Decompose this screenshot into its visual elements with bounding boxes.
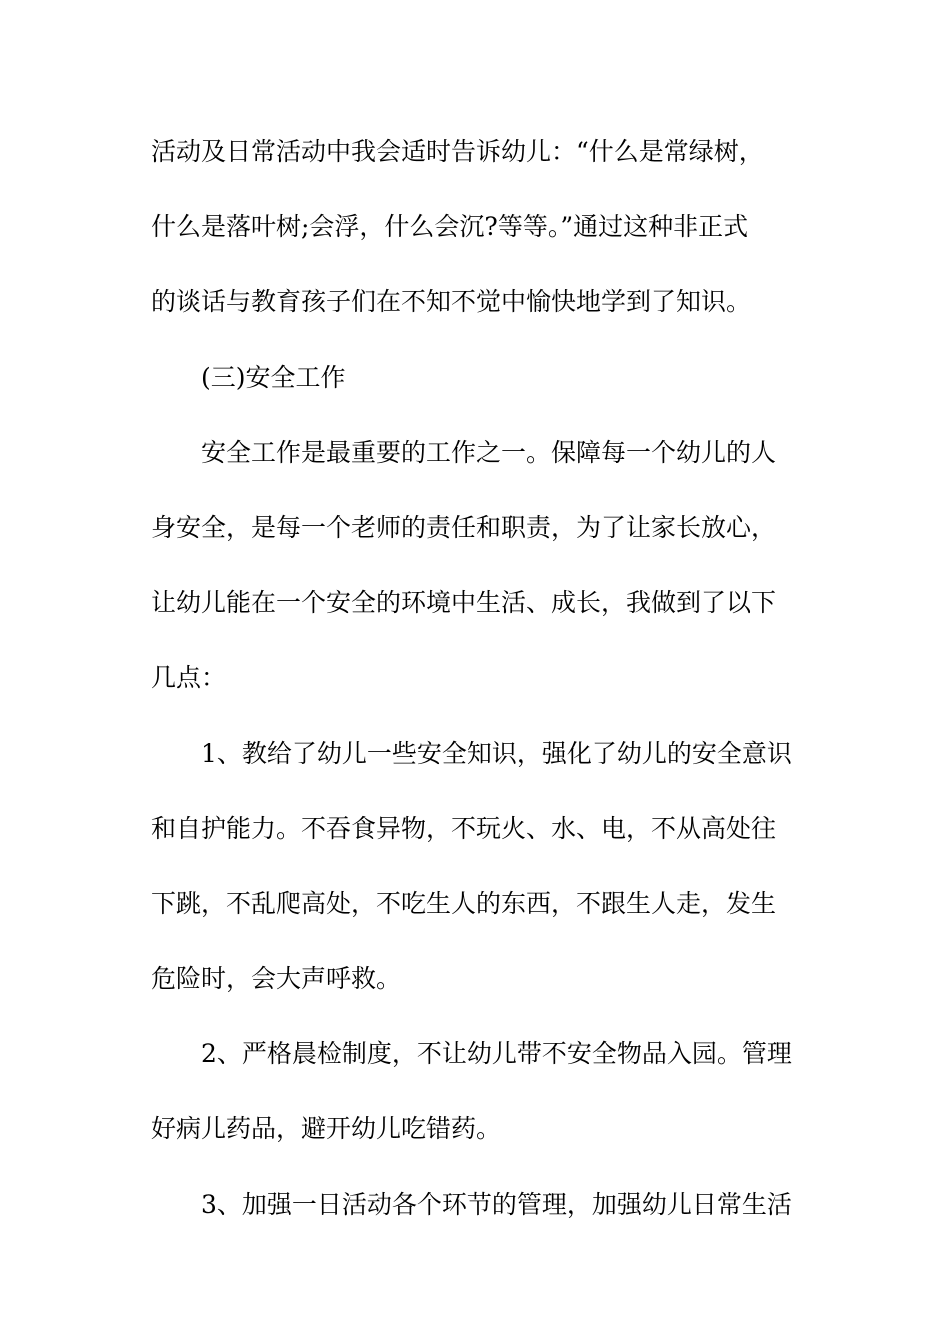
text-line: 什么是落叶树;会浮，什么会沉?等等。”通过这种非正式 (151, 212, 749, 242)
text-line: 安全工作是最重要的工作之一。保障每一个幼儿的人 (201, 437, 777, 467)
text-line: 的谈话与教育孩子们在不知不觉中愉快地学到了知识。 (151, 287, 752, 317)
text-line: 危险时，会大声呼救。 (151, 964, 402, 994)
text-line: 和自护能力。不吞食异物，不玩火、水、电，不从高处往 (151, 813, 777, 843)
list-item-2: 2、严格晨检制度，不让幼儿带不安全物品入园。管理 (201, 1039, 792, 1069)
text-line: 让幼儿能在一个安全的环境中生活、成长，我做到了以下 (151, 588, 777, 618)
text-line: 下跳，不乱爬高处，不吃生人的东西，不跟生人走，发生 (151, 888, 777, 918)
list-item-3: 3、加强一日活动各个环节的管理，加强幼儿日常生活 (201, 1189, 792, 1219)
text-line: 活动及日常活动中我会适时告诉幼儿：“什么是常绿树， (151, 137, 764, 166)
section-heading: (三)安全工作 (201, 362, 346, 392)
text-line: 几点： (151, 663, 227, 693)
text-line: 好病儿药品，避开幼儿吃错药。 (151, 1114, 502, 1144)
text-line: 身安全，是每一个老师的责任和职责，为了让家长放心， (151, 512, 777, 542)
list-item-1: 1、教给了幼儿一些安全知识，强化了幼儿的安全意识 (201, 738, 792, 768)
body-text (151, 128, 801, 1256)
